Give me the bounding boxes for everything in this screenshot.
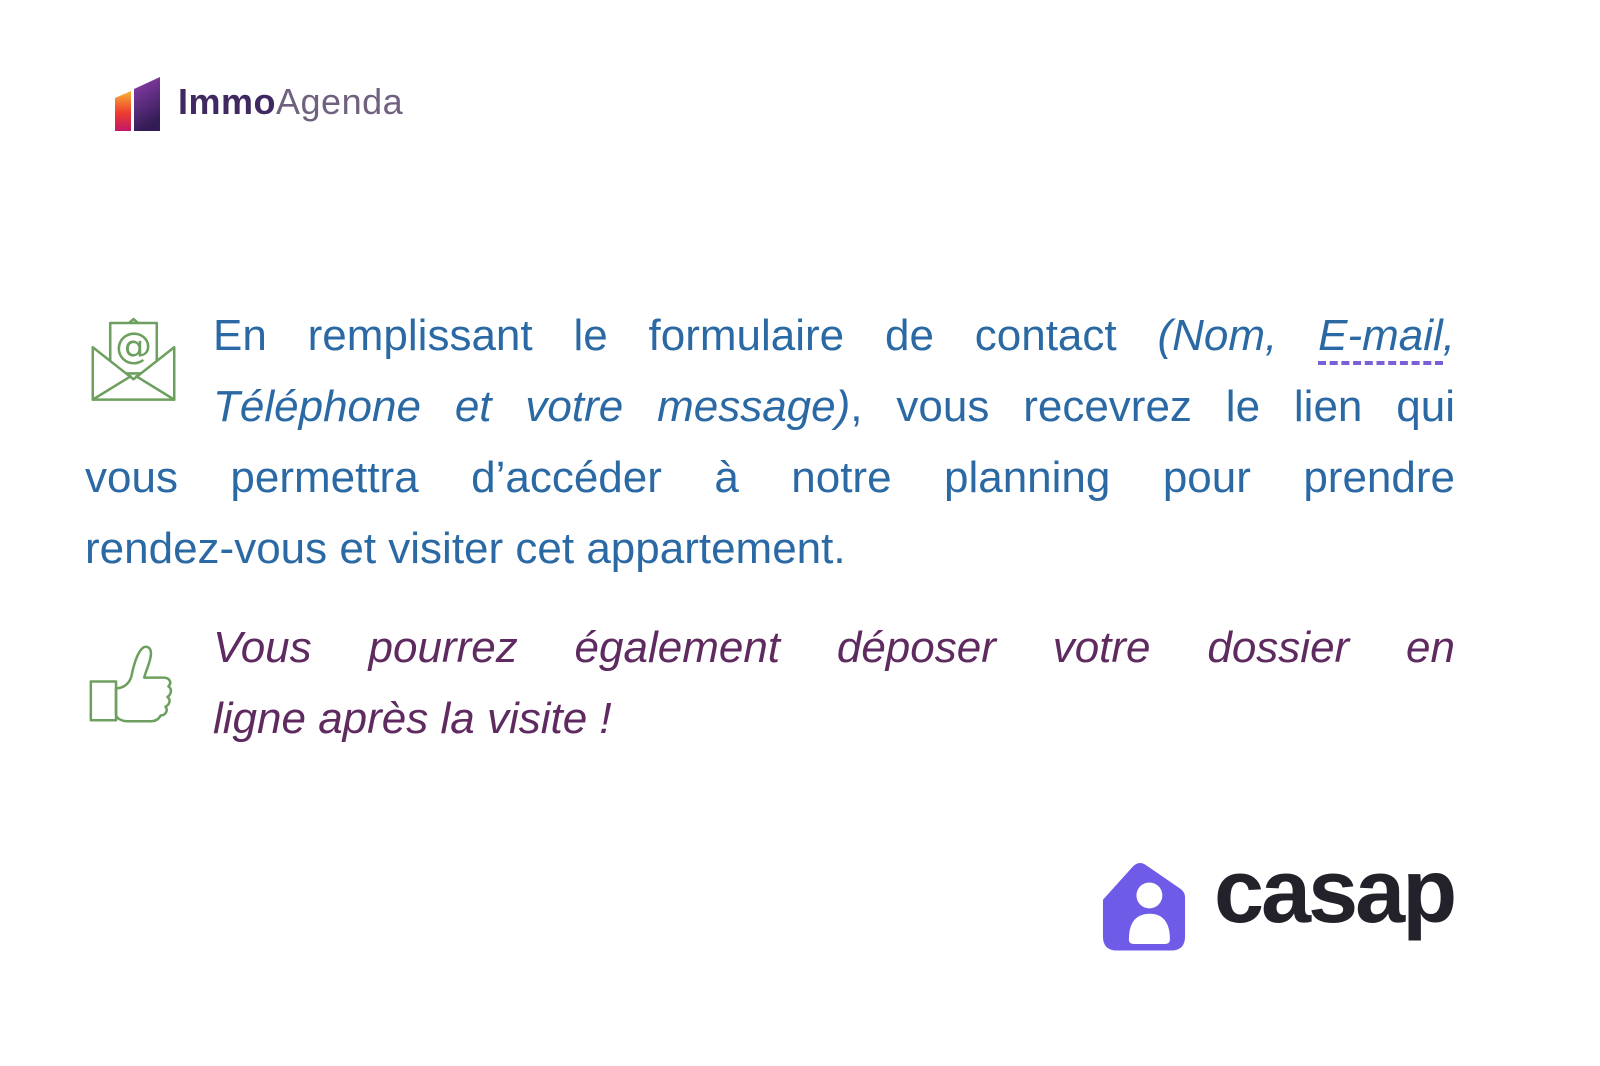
casap-house-user-icon bbox=[1090, 849, 1198, 943]
email-link[interactable]: E-mail bbox=[1318, 311, 1443, 365]
logo-immo-text: Immo bbox=[178, 81, 277, 122]
logo-agenda-text: Agenda bbox=[276, 81, 404, 122]
text-segment: rendez-vous et visiter cet appartement. bbox=[85, 524, 846, 573]
paragraph-contact-form bbox=[85, 300, 1455, 584]
svg-text:@: @ bbox=[115, 323, 152, 367]
text-segment: vous permettra d’accéder à notre planning pour prendre bbox=[85, 453, 1455, 502]
text-line bbox=[213, 371, 1455, 442]
immoagenda-logo-text bbox=[178, 81, 403, 123]
text-line bbox=[213, 683, 1455, 754]
text-line bbox=[213, 612, 1455, 683]
immoagenda-logo bbox=[115, 73, 403, 131]
casap-logo bbox=[1090, 842, 1455, 944]
text-segment: (Nom, bbox=[1157, 311, 1319, 360]
text-line bbox=[85, 442, 1455, 513]
text-segment: Téléphone et votre message) bbox=[213, 382, 851, 431]
text-segment: En remplissant le formulaire de contact bbox=[213, 311, 1158, 360]
text-segment: ligne après la visite ! bbox=[213, 694, 612, 743]
casap-logo-text: casap bbox=[1214, 842, 1455, 942]
text-segment: , bbox=[1442, 311, 1456, 360]
paragraph-dossier bbox=[85, 612, 1455, 754]
text-line bbox=[213, 300, 1455, 371]
text-segment: Vous pourrez également déposer votre dossier en bbox=[213, 623, 1455, 672]
text-line bbox=[85, 513, 1455, 584]
text-segment: , vous recevrez le lien qui bbox=[850, 382, 1455, 431]
immoagenda-building-chart-icon bbox=[115, 73, 165, 131]
